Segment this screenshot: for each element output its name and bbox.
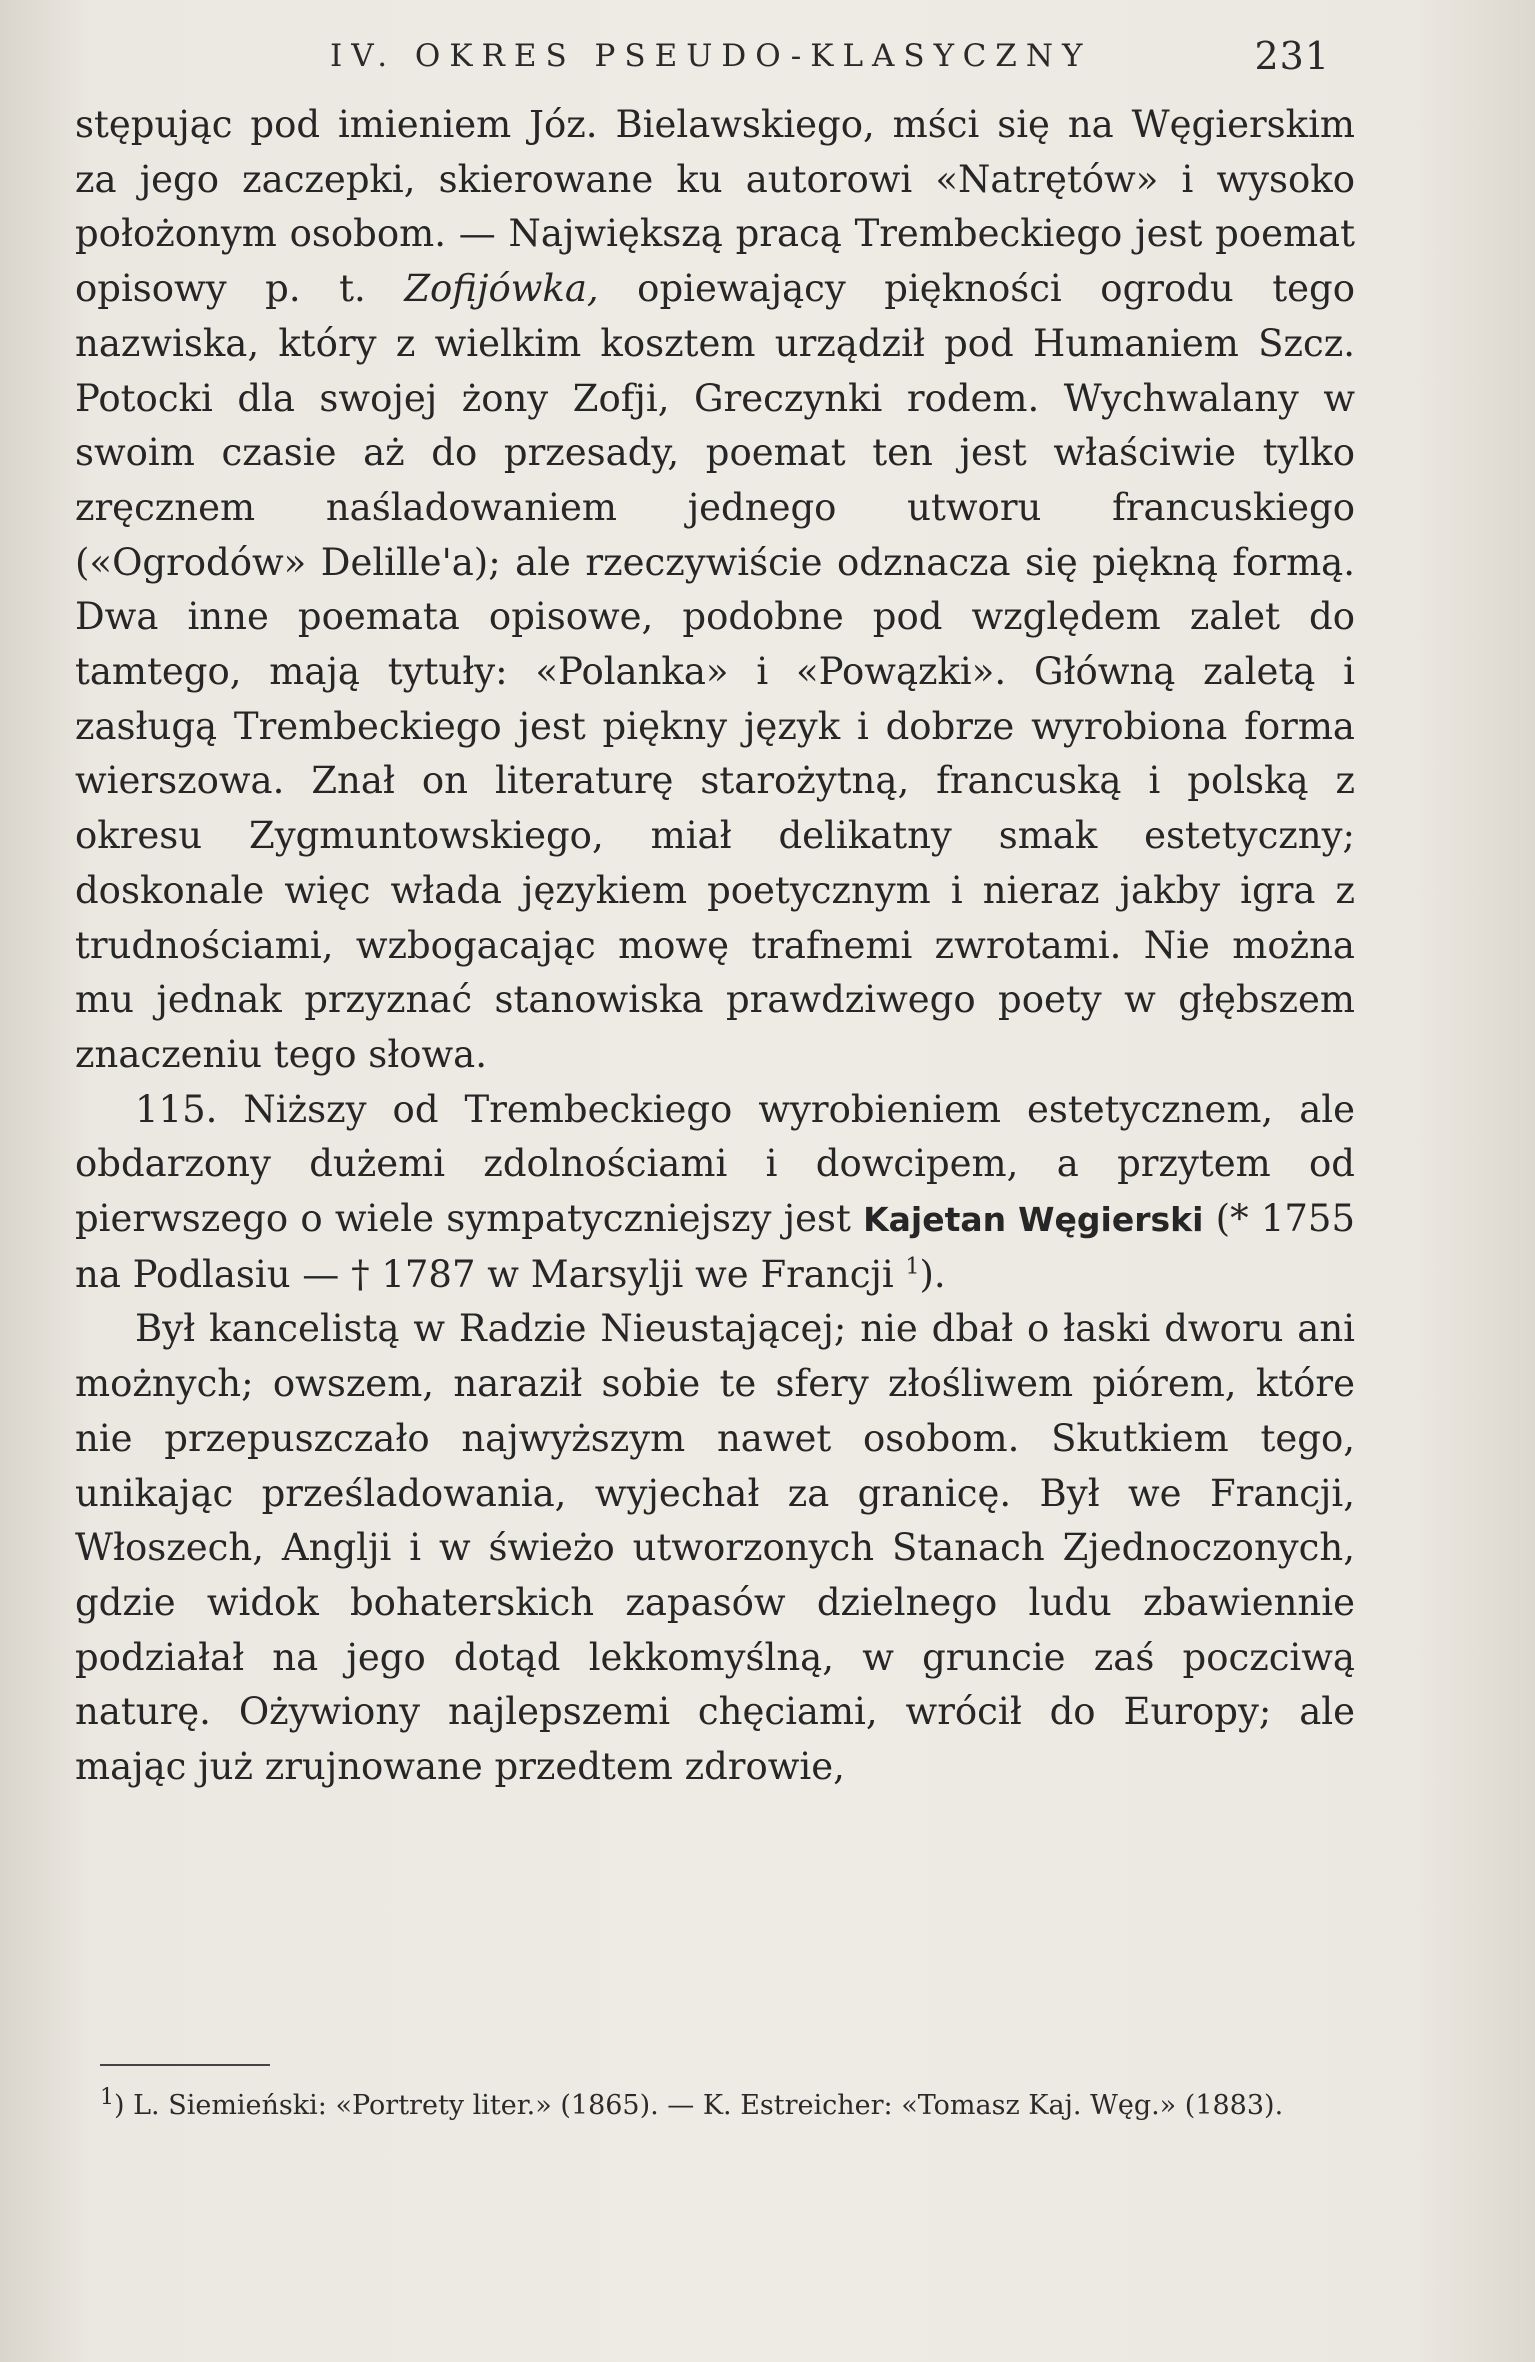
author-name-emphasis: Kajetan Węgierski xyxy=(863,1200,1204,1240)
paragraph-1-continuation: opiewający piękności ogrodu tego nazwiska, który z wielkim kosztem urządził pod Humaniem Szcz. Potocki dla swojej żony Zofji, Greczynki rodem. Wychwalany w swoim czasie aż do przesady, poemat ten jest właściwie tylko zręcznem naśladowaniem jednego utworu francuskiego («Ogrodów» Delille'a); ale rzeczywiście odznacza się piękną formą. Dwa inne poemata opisowe, podobne pod względem zalet do tamtego, mają tytuły: «Polanka» i «Powązki». Główną zaletą i zasługą Trembeckiego jest piękny język i dobrze wyrobiona forma wierszowa. Znał on literaturę starożytną, francuską i polską z okresu Zygmuntowskiego, miał delikatny smak estetyczny; doskonale więc włada językiem poetycznym i nieraz jakby igra z trudnościami, wzbogacając mowę trafnemi zwrotami. Nie można mu jednak przyznać stanowiska prawdziwego poety w głębszem znaczeniu tego słowa. xyxy=(75,267,1355,1076)
running-head xyxy=(330,34,1330,84)
paragraph-2-continuation: (* 1755 na Podlasiu — † 1787 w Marsylji we Francji xyxy=(75,1197,1355,1296)
footnote-text: ) L. Siemieński: «Portrety liter.» (1865). — K. Estreicher: «Tomasz Kaj. Węg.» (1883). xyxy=(114,2090,1284,2121)
footnote-divider xyxy=(100,2064,270,2066)
footnote-reference: 1 xyxy=(905,1254,920,1280)
footnote xyxy=(100,2085,1355,2126)
page-number: 231 xyxy=(1254,34,1330,78)
footnote-marker: 1 xyxy=(100,2085,114,2110)
running-title: IV. OKRES PSEUDO-KLASYCZNY xyxy=(330,38,1092,74)
paragraph-2-text: 115. Niższy od Trembeckiego wyrobieniem estetycznem, ale obdarzony dużemi zdolnościami i dowcipem, a przytem od pierwszego o wiele sympatyczniejszy jest xyxy=(75,1087,1355,1241)
paragraph-2 xyxy=(75,1083,1355,1303)
paragraph-2-end: ). xyxy=(919,1252,946,1296)
paragraph-3: Był kancelistą w Radzie Nieustającej; nie dbał o łaski dworu ani możnych; owszem, naraził sobie te sfery złośliwem piórem, które nie przepuszczało najwyższym nawet osobom. Skutkiem tego, unikając prześladowania, wyjechał za granicę. Był we Francji, Włoszech, Anglji i w świeżo utworzonych Stanach Zjednoczonych, gdzie widok bohaterskich zapasów dzielnego ludu zbawiennie podziałał na jego dotąd lekkomyślną, w gruncie zaś poczciwą naturę. Ożywiony najlepszemi chęciami, wrócił do Europy; ale mając już zrujnowane przedtem zdrowie, xyxy=(75,1307,1355,1789)
body-text xyxy=(75,98,1355,1795)
paragraph-1 xyxy=(75,98,1355,1083)
paragraph-1-text: stępując pod imieniem Józ. Bielawskiego, mści się na Węgierskim za jego zaczepki, skierowane ku autorowi «Natrętów» i wysoko położonym osobom. — Największą pracą Trembeckiego jest poemat opisowy p. t. xyxy=(75,103,1355,311)
italic-title-zofijowka: Zofijówka, xyxy=(404,267,599,311)
